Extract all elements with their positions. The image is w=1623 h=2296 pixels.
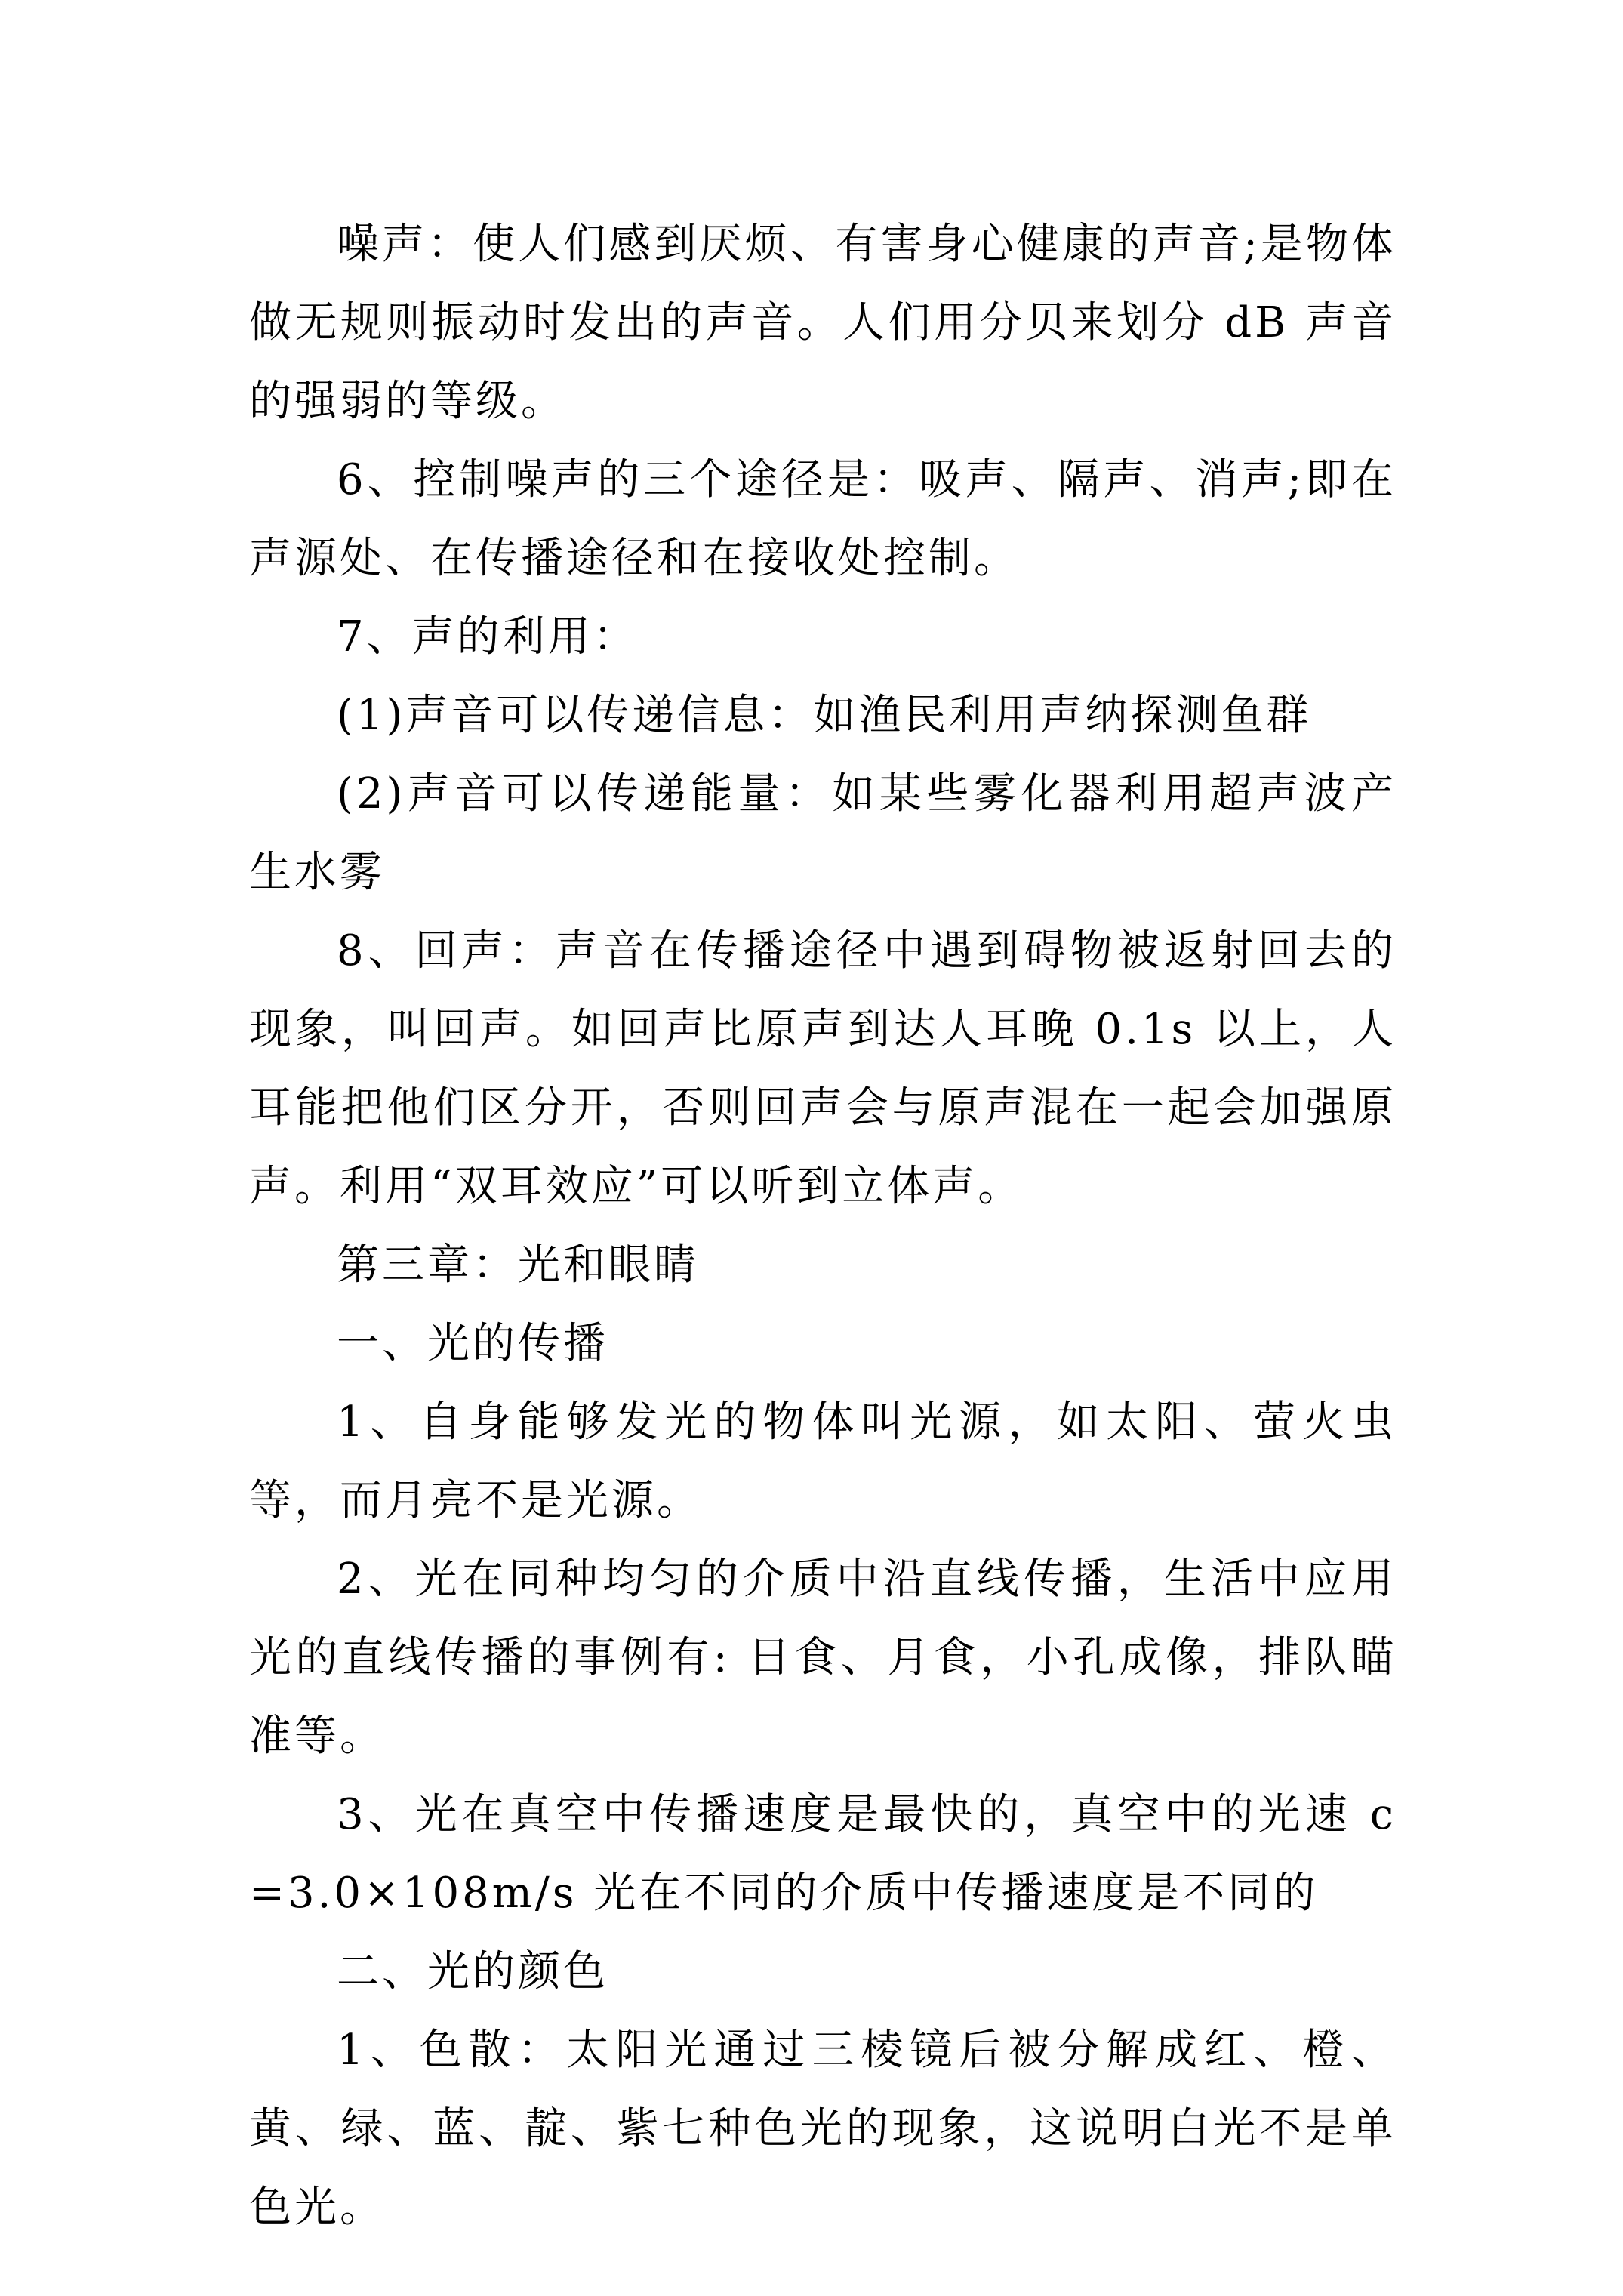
paragraph-dispersion: 1、色散：太阳光通过三棱镜后被分解成红、橙、黄、绿、蓝、靛、紫七种色光的现象，这说明白光不是单色光。 (249, 2026, 1397, 2232)
paragraph-light-source: 1、自身能够发光的物体叫光源，如太阳、萤火虫等，而月亮不是光源。 (249, 1398, 1397, 1525)
paragraph-light-speed: 3、光在真空中传播速度是最快的，真空中的光速 c=3.0×108m/s 光在不同的介质中传播速度是不同的 (249, 1790, 1397, 1918)
section-heading-light-propagation: 一、光的传播 (337, 1319, 608, 1368)
chapter-heading: 第三章：光和眼睛 (337, 1240, 699, 1290)
paragraph-noise-definition: 噪声：使人们感到厌烦、有害身心健康的声音;是物体做无规则振动时发出的声音。人们用分贝来划分 dB 声音的强弱的等级。 (249, 220, 1397, 426)
paragraph-echo: 8、回声：声音在传播途径中遇到碍物被返射回去的现象，叫回声。如回声比原声到达人耳晚 0.1s 以上，人耳能把他们区分开，否则回声会与原声混在一起会加强原声。利用“双耳效应”可以听到立体声。 (249, 926, 1397, 1211)
paragraph-sound-info: (1)声音可以传递信息：如渔民利用声纳探测鱼群 (337, 691, 1312, 740)
section-heading-light-color: 二、光的颜色 (337, 1947, 608, 1996)
paragraph-sound-use-heading: 7、声的利用： (337, 612, 639, 661)
paragraph-noise-control: 6、控制噪声的三个途径是：吸声、隔声、消声;即在声源处、在传播途径和在接收处控制。 (249, 455, 1397, 583)
paragraph-straight-line: 2、光在同种均匀的介质中沿直线传播，生活中应用光的直线传播的事例有: 日食、月食，小孔成像，排队瞄准等。 (249, 1555, 1397, 1761)
paragraph-sound-energy: (2)声音可以传递能量：如某些雾化器利用超声波产生水雾 (249, 769, 1397, 897)
document-body (249, 205, 1397, 2247)
